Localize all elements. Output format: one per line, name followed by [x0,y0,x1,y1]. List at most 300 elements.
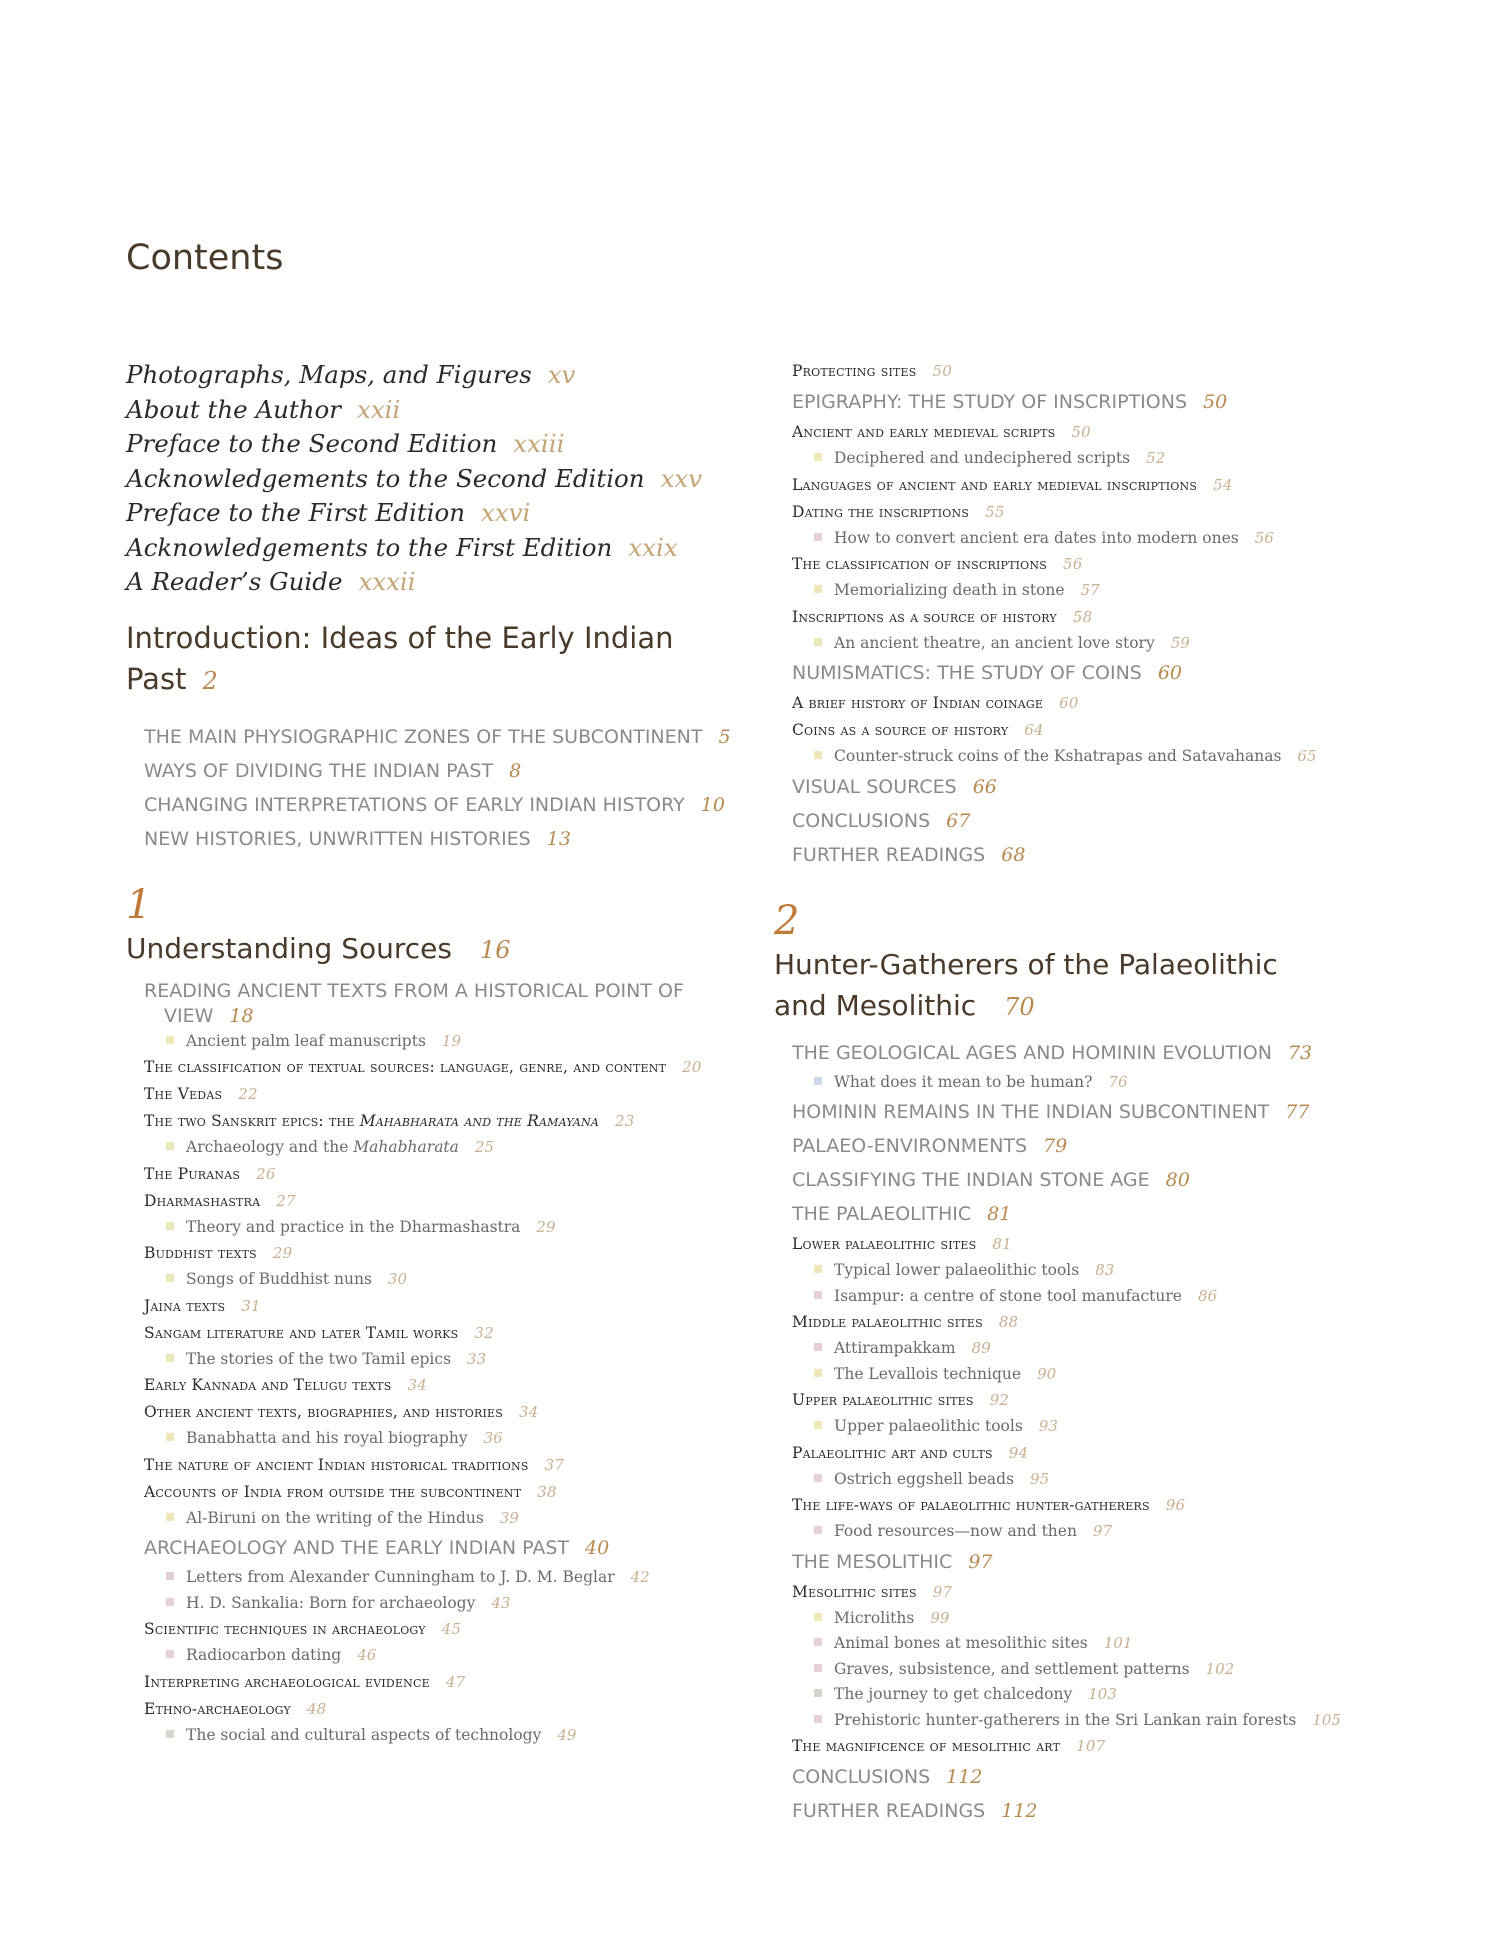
square-bullet-icon [166,1354,174,1362]
entry-title: THE MESOLITHIC [792,1550,953,1573]
section-entry[interactable] [144,1531,746,1565]
square-bullet-icon [814,1343,822,1351]
page-number: 27 [276,1191,296,1210]
chapter1-title[interactable] [126,928,746,971]
entry-title: The classification of inscriptions [792,555,1047,573]
section-entry[interactable] [792,385,1474,419]
page-number: 68 [1001,843,1026,866]
page-number: 22 [238,1085,258,1103]
page-number: 19 [441,1031,462,1050]
page-number: 76 [1108,1072,1128,1091]
page-number: 58 [1072,607,1093,626]
entry-title: ARCHAEOLOGY AND THE EARLY INDIAN PAST [144,1537,569,1559]
page-number: 26 [256,1164,276,1183]
page-number: 32 [474,1323,494,1342]
section-entry[interactable] [792,770,1474,804]
subsection-entry[interactable] [144,1479,746,1506]
entry-title: The magnificence of mesolithic art [792,1737,1061,1755]
entry-title: Animal bones at mesolithic sites [834,1634,1088,1652]
page-number: 43 [491,1593,511,1612]
page-number: 30 [387,1270,407,1288]
front-matter-item[interactable] [126,496,746,531]
entry-title: The Vedas [144,1085,223,1103]
page-number: 73 [1287,1041,1313,1064]
entry-title: Jaina texts [144,1296,226,1315]
section-entry[interactable] [144,822,746,856]
section-entry[interactable] [792,656,1474,690]
entry-title: Counter-struck coins of the Kshatrapas and Satavahanas [834,747,1282,765]
page-number: 54 [1213,475,1233,494]
section-entry[interactable] [792,1794,1474,1828]
entry-title-emphasis: Mahabharata [353,1138,459,1156]
section-title: CHANGING INTERPRETATIONS OF EARLY INDIAN HISTORY [144,793,685,816]
subsection-entry[interactable] [144,1696,746,1723]
page-number: 13 [546,827,571,850]
page-number: 86 [1197,1286,1218,1305]
subsection-entry[interactable] [792,358,1474,385]
square-bullet-icon [814,1638,822,1646]
entry-title: Protecting sites [792,362,917,380]
section-entry[interactable] [792,1163,1474,1197]
page-number: 34 [519,1403,539,1421]
page-number: 31 [241,1296,261,1315]
square-bullet-icon [166,1142,174,1150]
feature-box-entry[interactable] [814,1606,1474,1632]
entry-title: Graves, subsistence, and settlement patterns [834,1659,1190,1678]
page-number: 23 [615,1112,635,1130]
entry-title: Banabhatta and his royal biography [186,1429,468,1447]
page-number: 59 [1170,633,1190,652]
feature-box-entry[interactable] [814,1414,1474,1440]
front-matter-list [126,358,746,600]
chapter2-title-line2: and Mesolithic [774,988,977,1022]
entry-title: PALAEO-ENVIRONMENTS [792,1135,1028,1157]
subsection-entry[interactable] [144,1399,746,1426]
page-number: xxii [357,394,401,424]
feature-box-entry[interactable] [166,1215,746,1241]
section-entry[interactable] [144,720,746,754]
page-number: 47 [445,1672,466,1691]
page-number: 90 [1037,1364,1057,1383]
entry-title: The Levallois technique [834,1364,1022,1383]
page-number: xv [547,360,576,389]
square-bullet-icon [814,1664,822,1672]
feature-box-entry[interactable] [814,631,1474,657]
square-bullet-icon [814,1526,822,1534]
feature-box-entry[interactable] [814,1519,1474,1545]
entry-title: A brief history of Indian coinage [792,694,1044,712]
entry-title: Isampur: a centre of stone tool manufacture [834,1286,1182,1305]
entry-title: Microliths [834,1608,915,1627]
page-number: 25 [474,1138,494,1156]
entry-title: VISUAL SOURCES [792,775,957,798]
feature-box-entry[interactable] [166,1347,746,1373]
entry-title: Sangam literature and later Tamil works [144,1323,459,1342]
entry-title: Upper palaeolithic tools [834,1417,1023,1435]
entry-title: The life-ways of palaeolithic hunter-gatherers [792,1496,1150,1514]
entry-title: READING ANCIENT TEXTS FROM A HISTORICAL POINT OF VIEW [144,979,684,1027]
feature-box-entry[interactable] [814,1284,1474,1310]
entry-title: The two Sanskrit epics: the [144,1112,360,1130]
front-matter-item[interactable] [126,462,746,497]
page-number: 46 [357,1646,377,1664]
introduction-title[interactable] [126,618,746,702]
feature-box-entry[interactable] [166,1565,746,1591]
section-entry[interactable] [144,788,746,822]
subsection-entry[interactable] [144,1081,746,1108]
square-bullet-icon [814,1613,822,1621]
page-number: 29 [536,1217,556,1236]
subsection-entry[interactable] [144,1240,746,1267]
subsection-entry[interactable] [144,1054,746,1081]
feature-box-entry[interactable] [814,1657,1474,1683]
entry-title: Buddhist texts [144,1244,257,1262]
entry-title: FURTHER READINGS [792,1800,986,1822]
square-bullet-icon [814,1265,822,1273]
page-number: 103 [1088,1685,1117,1703]
page-number: xxix [628,532,678,562]
entry-title: The nature of ancient Indian historical traditions [144,1455,529,1474]
square-bullet-icon [166,1274,174,1282]
entry-title: Memorializing death in stone [834,581,1065,599]
page-number: xxiii [513,429,565,458]
page-number: xxxii [358,567,416,596]
front-matter-item[interactable] [126,427,746,462]
entry-title: Songs of Buddhist nuns [186,1270,372,1288]
entry-title: HOMININ REMAINS IN THE INDIAN SUBCONTINENT [792,1101,1270,1123]
section-entry[interactable] [144,979,746,1029]
front-matter-title: About the Author [126,394,342,424]
entry-title: EPIGRAPHY: THE STUDY OF INSCRIPTIONS [792,391,1188,413]
square-bullet-icon [814,585,822,593]
page-number: 40 [585,1537,610,1559]
subsection-entry[interactable] [144,1616,746,1643]
entry-title: Other ancient texts, biographies, and histories [144,1403,504,1421]
page-number: 81 [992,1235,1012,1253]
page-number: 77 [1285,1101,1310,1123]
page-number: 20 [682,1058,702,1076]
section-entry[interactable] [792,804,1474,838]
square-bullet-icon [814,1369,822,1377]
page-number: 88 [998,1313,1019,1331]
introduction-title-line1: Introduction: Ideas of the Early Indian [126,620,674,655]
page-number: 80 [1165,1169,1190,1191]
entry-title: Lower palaeolithic sites [792,1235,977,1253]
square-bullet-icon [814,533,822,541]
feature-box-entry[interactable] [166,1135,746,1161]
square-bullet-icon [814,638,822,646]
page-number: xxvi [481,498,531,527]
entry-title: Ancient palm leaf manuscripts [186,1031,426,1050]
entry-title: Al-Biruni on the writing of the Hindus [186,1508,484,1527]
subsection-entry[interactable] [792,551,1474,578]
section-entry[interactable] [792,1036,1474,1070]
entry-title: The classification of textual sources: language, genre, and content [144,1058,667,1076]
subsection-entry[interactable] [792,604,1474,631]
entry-title: Scientific techniques in archaeology [144,1620,426,1638]
entry-title: Ostrich eggshell beads [834,1469,1015,1488]
subsection-entry[interactable] [792,1231,1474,1258]
chapter1-title-text: Understanding Sources [126,931,452,965]
page-number: 60 [1059,694,1079,712]
feature-box-entry[interactable] [814,1631,1474,1657]
square-bullet-icon [814,1474,822,1482]
feature-box-entry[interactable] [166,1723,746,1749]
page-number: 18 [229,1004,254,1027]
page-number: 36 [483,1429,503,1447]
front-matter-title: Acknowledgements to the Second Edition [126,463,645,493]
entry-title: Accounts of India from outside the subcontinent [144,1482,522,1501]
section-entry[interactable] [792,838,1474,872]
feature-box-entry[interactable] [814,1467,1474,1493]
page-number: 112 [1001,1800,1038,1822]
page-number: 101 [1103,1634,1133,1652]
feature-box-entry[interactable] [814,1070,1474,1096]
front-matter-item[interactable] [126,358,746,393]
feature-box-entry[interactable] [166,1506,746,1532]
chapter2-number: 2 [774,897,800,944]
page-number: 79 [1043,1135,1068,1157]
entry-title: Inscriptions as a source of history [792,607,1057,626]
chapter1-entries [126,979,746,1749]
feature-box-entry[interactable] [814,1708,1474,1734]
entry-title: CONCLUSIONS [792,1766,931,1788]
entry-title: Ethno-archaeology [144,1699,291,1718]
page-number: 29 [272,1244,293,1262]
subsection-entry[interactable] [792,717,1474,744]
square-bullet-icon [166,1598,174,1606]
subsection-entry[interactable] [144,1161,746,1188]
feature-box-entry[interactable] [166,1426,746,1452]
entry-title: Archaeology and the [186,1138,354,1156]
square-bullet-icon [166,1572,174,1580]
feature-box-entry[interactable] [166,1267,746,1293]
subsection-entry[interactable] [792,1440,1474,1467]
section-title: THE MAIN PHYSIOGRAPHIC ZONES OF THE SUBCONTINENT [144,725,703,748]
square-bullet-icon [814,1689,822,1697]
entry-title: Food resources—now and then [834,1522,1077,1540]
page-number: 93 [1038,1417,1058,1435]
page-number: 49 [557,1725,577,1744]
page-number: 95 [1030,1469,1050,1488]
entry-title-emphasis: Mahabharata and the Ramayana [359,1112,599,1130]
square-bullet-icon [814,751,822,759]
page-number: 92 [989,1391,1010,1409]
entry-title: Early Kannada and Telugu texts [144,1376,392,1394]
page-number: 89 [971,1339,991,1357]
page-number: 50 [932,362,953,380]
subsection-entry[interactable] [792,499,1474,526]
subsection-entry[interactable] [792,1492,1474,1519]
square-bullet-icon [814,1291,822,1299]
square-bullet-icon [814,1715,822,1723]
page-number: 83 [1095,1261,1115,1279]
entry-title: Interpreting archaeological evidence [144,1672,430,1691]
subsection-entry[interactable] [144,1320,746,1347]
square-bullet-icon [814,453,822,461]
page-number: 39 [499,1508,519,1527]
entry-title: Radiocarbon dating [186,1646,342,1664]
page-number: 99 [930,1608,950,1627]
square-bullet-icon [166,1433,174,1441]
entry-title: An ancient theatre, an ancient love story [834,633,1155,652]
feature-box-entry[interactable] [814,1362,1474,1388]
page-number: 81 [987,1203,1012,1225]
section-entry[interactable] [144,754,746,788]
section-entry[interactable] [792,1095,1474,1129]
entry-title: How to convert ancient era dates into modern ones [834,528,1239,547]
chapter2-title[interactable] [774,944,1474,1028]
section-entry[interactable] [792,1545,1474,1579]
entry-title: Deciphered and undeciphered scripts [834,449,1131,467]
subsection-entry[interactable] [144,1372,746,1399]
feature-box-entry[interactable] [814,744,1474,770]
page-number: 112 [946,1766,983,1788]
square-bullet-icon [166,1513,174,1521]
page-number: 67 [946,809,971,832]
entry-title: Typical lower palaeolithic tools [834,1261,1080,1279]
front-matter-title: Acknowledgements to the First Edition [126,532,613,562]
section-entry[interactable] [792,1760,1474,1794]
chapter1-page: 16 [479,935,511,964]
page-number: xxv [660,463,703,493]
chapter2-title-line1: Hunter-Gatherers of the Palaeolithic [774,947,1278,981]
feature-box-entry[interactable] [814,1336,1474,1362]
page-number: 56 [1254,528,1274,547]
entry-title: FURTHER READINGS [792,843,986,866]
page-number: 97 [968,1550,993,1573]
feature-box-entry[interactable] [814,578,1474,604]
page-number: 55 [985,502,1005,521]
subsection-entry[interactable] [144,1188,746,1215]
entry-title: NUMISMATICS: THE STUDY OF COINS [792,662,1142,684]
front-matter-item[interactable] [126,531,746,566]
left-column [126,358,746,1748]
page-number: 34 [407,1376,427,1394]
page-number: 52 [1146,449,1166,467]
entry-title: Upper palaeolithic sites [792,1391,974,1409]
page-number: 48 [306,1699,327,1718]
front-matter-item[interactable] [126,393,746,428]
entry-title: Coins as a source of history [792,721,1009,739]
feature-box-entry[interactable] [814,1258,1474,1284]
page-number: 65 [1297,747,1317,765]
feature-box-entry[interactable] [814,526,1474,552]
entry-title: Mesolithic sites [792,1582,917,1601]
page-number: 10 [700,793,725,816]
subsection-entry[interactable] [144,1452,746,1479]
section-entry[interactable] [792,1197,1474,1231]
entry-title: Theory and practice in the Dharmashastra [186,1217,521,1236]
entry-title: Letters from Alexander Cunningham to J. D. M. Beglar [186,1568,615,1586]
subsection-entry[interactable] [792,419,1474,446]
entry-title: Languages of ancient and early medieval inscriptions [792,475,1198,494]
feature-box-entry[interactable] [166,1591,746,1617]
page-number: 50 [1203,391,1228,413]
entry-title: The Puranas [144,1164,241,1183]
chapter2-entries [774,1036,1474,1829]
entry-title: Middle palaeolithic sites [792,1313,983,1331]
square-bullet-icon [166,1650,174,1658]
front-matter-title: Preface to the Second Edition [126,429,498,458]
front-matter-title: Preface to the First Edition [126,498,466,527]
chapter1-number: 1 [126,881,152,928]
feature-box-entry[interactable] [166,1029,746,1055]
subsection-entry[interactable] [792,690,1474,717]
front-matter-title: Photographs, Maps, and Figures [126,360,532,389]
page-number: 38 [537,1482,557,1501]
subsection-entry[interactable] [792,1579,1474,1606]
square-bullet-icon [814,1077,822,1085]
entry-title: Ancient and early medieval scripts [792,423,1056,441]
entry-title: Dating the inscriptions [792,502,970,521]
entry-title: CLASSIFYING THE INDIAN STONE AGE [792,1169,1150,1191]
section-entry[interactable] [792,1129,1474,1163]
square-bullet-icon [166,1222,174,1230]
entry-title: Attirampakkam [834,1339,956,1357]
front-matter-item[interactable] [126,565,746,600]
feature-box-entry[interactable] [814,446,1474,472]
page-number: 105 [1312,1710,1341,1729]
page-number: 56 [1062,555,1083,573]
subsection-entry[interactable] [144,1108,746,1135]
front-matter-title: A Reader’s Guide [126,567,343,596]
chapter2-page: 70 [1004,992,1035,1021]
page-number: 64 [1024,721,1044,739]
square-bullet-icon [166,1036,174,1044]
page-number: 8 [509,759,522,782]
page-number: 107 [1076,1737,1106,1755]
page-number: 45 [441,1620,462,1638]
entry-title: The social and cultural aspects of technology [186,1725,542,1744]
feature-box-entry[interactable] [166,1643,746,1669]
page-number: 97 [1092,1522,1113,1540]
square-bullet-icon [814,1421,822,1429]
page-number: 33 [467,1349,487,1368]
subsection-entry[interactable] [144,1669,746,1696]
subsection-entry[interactable] [792,472,1474,499]
entry-title: The stories of the two Tamil epics [186,1349,452,1368]
entry-title: Dharmashastra [144,1191,261,1210]
contents-heading: Contents [126,238,284,278]
page-number: 102 [1205,1659,1235,1678]
entry-title: THE PALAEOLITHIC [792,1203,972,1225]
section-title: NEW HISTORIES, UNWRITTEN HISTORIES [144,827,531,850]
subsection-entry[interactable] [792,1733,1474,1760]
introduction-page: 2 [202,666,218,695]
subsection-entry[interactable] [792,1387,1474,1414]
subsection-entry[interactable] [792,1309,1474,1336]
right-column [774,358,1474,1828]
section-title: WAYS OF DIVIDING THE INDIAN PAST [144,759,494,782]
page-number: 60 [1157,662,1183,684]
page-number: 94 [1008,1443,1029,1462]
entry-title: What does it mean to be human? [834,1072,1093,1091]
entry-title: H. D. Sankalia: Born for archaeology [186,1593,476,1612]
entry-title: The journey to get chalcedony [834,1685,1073,1703]
page-number: 37 [544,1455,565,1474]
introduction-sections [126,720,746,856]
page-number: 50 [1071,423,1091,441]
feature-box-entry[interactable] [814,1682,1474,1708]
subsection-entry[interactable] [144,1293,746,1320]
chapter1-continued-entries [774,358,1474,872]
square-bullet-icon [166,1730,174,1738]
introduction-title-line2: Past [126,661,187,696]
page-number: 96 [1165,1496,1186,1514]
entry-title: CONCLUSIONS [792,809,931,832]
page-number: 97 [932,1582,953,1601]
